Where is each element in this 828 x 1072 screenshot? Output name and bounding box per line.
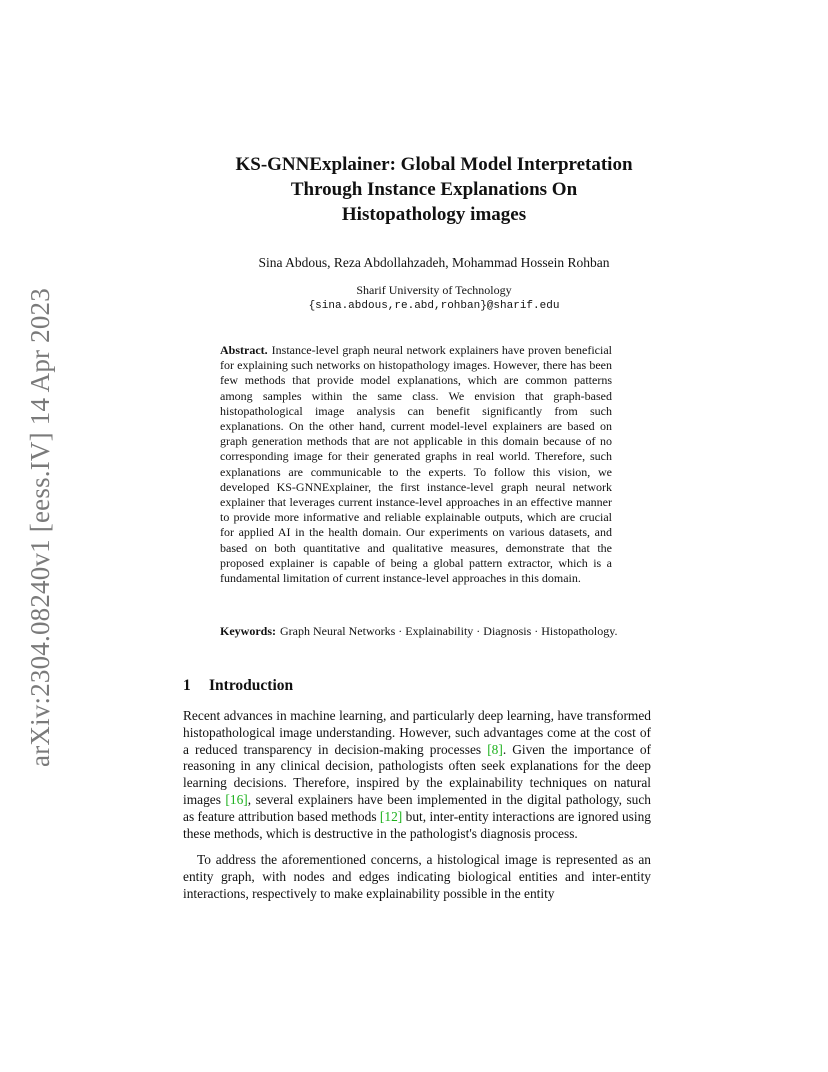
abstract-text: Instance-level graph neural network explainers have proven beneficial for explaining such networks on histopathology images. However, there has been few methods that provide model explanations, which are common patterns among samples within the same class. We envision that graph-based histopathological image analysis can benefit significantly from such explanations. On the other hand, current model-level explainers are based on graph generation methods that are not applicable in this domain because of no corresponding image for their generated graphs in real world. Therefore, such explanations are communicable to the experts. To follow this vision, we developed KS-GNNExplainer, the first instance-level graph neural network explainer that leverages current instance-level approaches in an effective manner to provide more informative and reliable explainable outputs, which are crucial for applied AI in the health domain. Our experiments on various datasets, and based on both quantitative and qualitative measures, demonstrate that the proposed explainer is capable of being a global pattern extractor, which is a fundamental limitation of current instance-level approaches in this domain. xyxy=(220,343,612,586)
keywords xyxy=(220,624,644,639)
title-line-2: Through Instance Explanations On xyxy=(290,179,578,200)
institution: Sharif University of Technology xyxy=(356,283,512,297)
paper-title xyxy=(150,152,718,227)
para1-text-b: . Given the importance of reasoning in any clinical decision, pathologists often seek explanations for the deep learning decisions. Therefore, inspired by the explainability techniques on natural images xyxy=(183,741,651,807)
citation-link[interactable]: [8] xyxy=(487,741,503,757)
arxiv-identifier: arXiv:2304.08240v1 [eess.IV] 14 Apr 2023 xyxy=(24,287,55,767)
section-heading-introduction xyxy=(183,676,293,696)
abstract xyxy=(220,343,612,586)
arxiv-stamp xyxy=(22,282,58,772)
para1-text-d: but, inter-entity interactions are ignored using these methods, which is destructive in the pathologist's diagnosis process. xyxy=(183,808,651,841)
author-emails: {sina.abdous,re.abd,rohban}@sharif.edu xyxy=(308,300,560,312)
section-number: 1 xyxy=(183,677,191,694)
title-line-1: KS-GNNExplainer: Global Model Interpretation xyxy=(235,154,633,175)
keywords-text: Graph Neural Networks · Explainability · Diagnosis · Histopathology. xyxy=(280,624,618,638)
para1-text-a: Recent advances in machine learning, and particularly deep learning, have transformed histopathological image understanding. However, such advantages come at the cost of a reduced transparency in decision-making processes xyxy=(183,708,651,757)
author-list: Sina Abdous, Reza Abdollahzadeh, Mohammad Hossein Rohban xyxy=(258,255,610,270)
section-title: Introduction xyxy=(209,677,294,694)
para1-text-c: , several explainers have been implemented in the digital pathology, such as feature attribution based methods xyxy=(183,791,651,824)
abstract-label: Abstract. xyxy=(220,343,268,357)
intro-paragraph-1 xyxy=(183,708,651,842)
keywords-label: Keywords: xyxy=(220,624,276,638)
citation-link[interactable]: [12] xyxy=(379,808,403,824)
affiliation xyxy=(150,282,718,314)
intro-paragraph-2: To address the aforementioned concerns, a histological image is represented as an entity graph, with nodes and edges indicating biological entities and inter-entity interactions, respectively to make explainability possible in the entity xyxy=(183,852,651,901)
title-line-3: Histopathology images xyxy=(341,204,527,225)
citation-link[interactable]: [16] xyxy=(225,791,248,807)
